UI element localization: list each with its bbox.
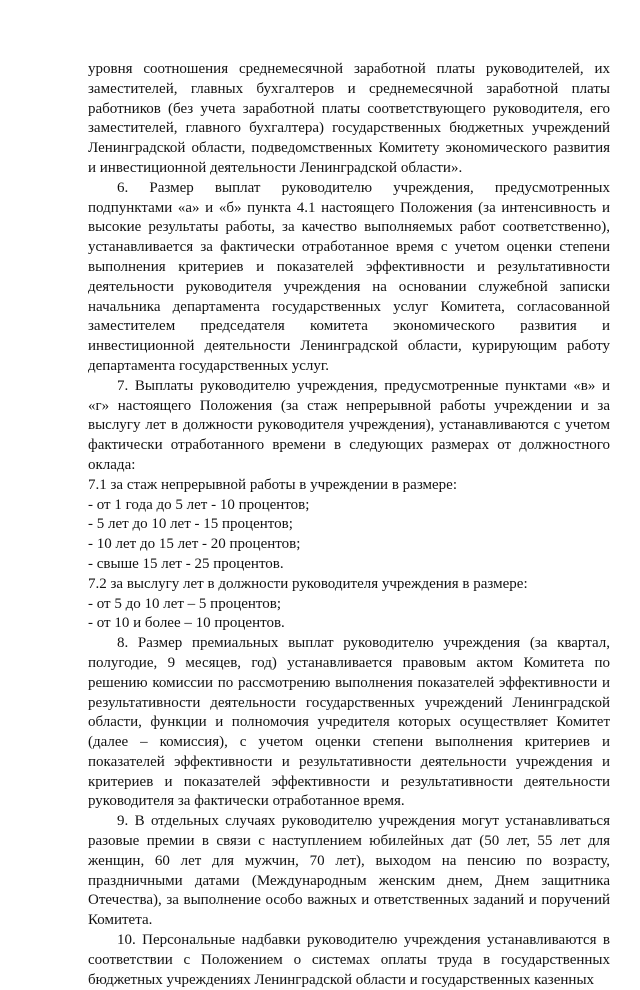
section-7-2-item: - от 5 до 10 лет – 5 процентов; — [88, 595, 282, 612]
section-7-2-heading: 7.2 за выслугу лет в должности руководителя учреждения в размере: — [88, 575, 528, 592]
paragraph-10: 10. Персональные надбавки руководителю учреждения устанавливаются в соответствии с Положением о системах оплаты труда в государственных бюджетных учреждениях Ленинградской области и государственных казенных — [88, 932, 610, 988]
paragraph-8: 8. Размер премиальных выплат руководителю учреждения (за квартал, полугодие, 9 месяцев, год) устанавливается правовым актом Комитета по решению комиссии по рассмотрению выполнения показателей эффективности и результативности деятельности государственных учреждений Ленинградской области, функции и полномочия учредителя которых осуществляет Комитет (далее – комиссия), с учетом оценки степени выполнения критериев и показателей эффективности и результативности деятельности учреждения и критериев и показателей эффективности и результативности деятельности руководителя за фактически отработанное время. — [88, 635, 610, 810]
paragraph-7: 7. Выплаты руководителю учреждения, предусмотренные пунктами «в» и «г» настоящего Положения (за стаж непрерывной работы учреждении и за выслугу лет в должности руководителя учреждения), устанавливаются с учетом фактически отработанного времени в следующих размерах от должностного оклада: — [88, 377, 610, 473]
section-7-1-item: - от 1 года до 5 лет - 10 процентов; — [88, 496, 310, 513]
paragraph-6: 6. Размер выплат руководителю учреждения, предусмотренных подпунктами «а» и «б» пункта 4.1 настоящего Положения (за интенсивность и высокие результаты работы, за качество выполняемых работ соответственно), устанавливается за фактически отработанное время с учетом оценки степени выполнения критериев и показателей эффективности и результативности деятельности руководителя учреждения на основании служебной записки начальника департамента государственных услуг Комитета, согласованной заместителем председателя комитета экономического развития и инвестиционной деятельности Ленинградской области, курирующим работу департамента государственных услуг. — [88, 179, 610, 374]
paragraph-5-continuation: уровня соотношения среднемесячной заработной платы руководителей, их заместителей, главных бухгалтеров и среднемесячной заработной платы работников (без учета заработной платы соответствующего руководителя, его заместителей, главного бухгалтера) государственных бюджетных учреждений Ленинградской области, подведомственных Комитету экономического развития и инвестиционной деятельности Ленинградской области». — [88, 61, 610, 176]
paragraph-9: 9. В отдельных случаях руководителю учреждения могут устанавливаться разовые премии в связи с наступлением юбилейных дат (50 лет, 55 лет для женщин, 60 лет для мужчин, 70 лет), выходом на пенсию по возрасту, праздничными датами (Международным женским днем, Днем защитника Отечества), за выполнение особо важных и ответственных заданий и поручений Комитета. — [88, 813, 610, 929]
section-7-1-item: - 5 лет до 10 лет - 15 процентов; — [88, 516, 293, 533]
document-page — [88, 60, 610, 990]
section-7-1-heading: 7.1 за стаж непрерывной работы в учреждении в размере: — [88, 476, 458, 493]
section-7-2-item: - от 10 и более – 10 процентов. — [88, 615, 285, 632]
section-7-1-item: - свыше 15 лет - 25 процентов. — [88, 555, 284, 572]
section-7-1-item: - 10 лет до 15 лет - 20 процентов; — [88, 536, 301, 553]
